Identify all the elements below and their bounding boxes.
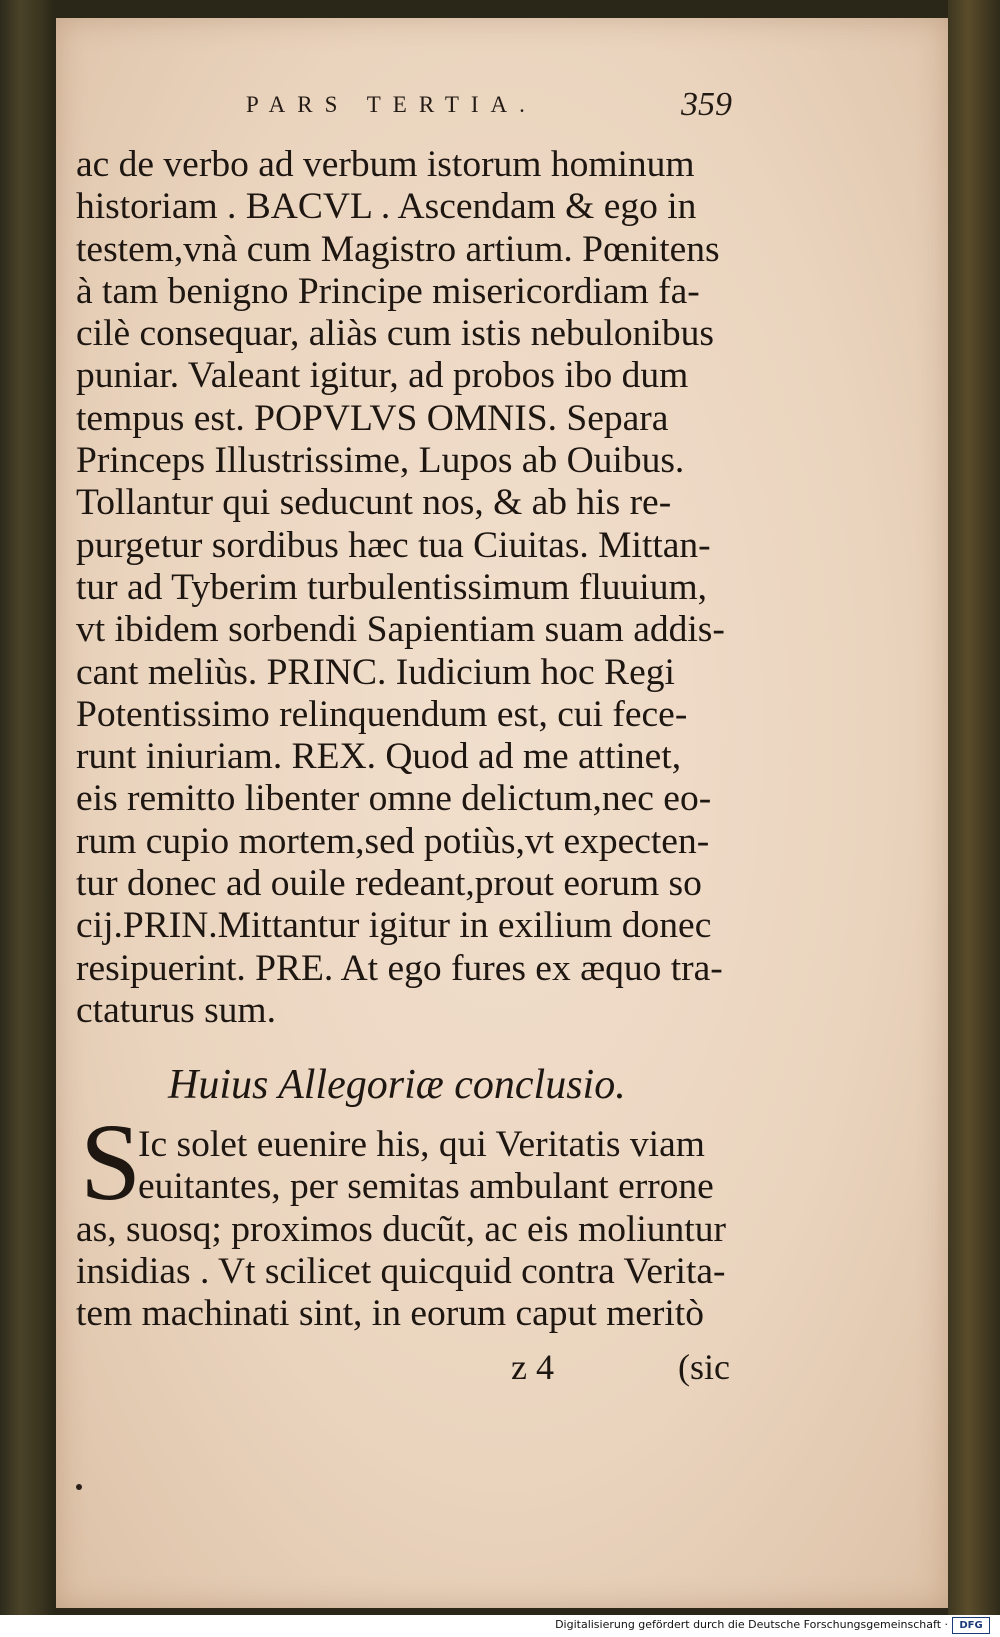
paragraph-text [76,1124,766,1335]
footer-bar [0,1615,1000,1637]
text-line: runt iniuriam. REX. Quod ad me attinet, [76,736,682,778]
page-header [56,86,948,126]
text-line: purgetur sordibus hæc tua Ciuitas. Mittan- [76,524,711,566]
text-line: historiam . BACVL . Ascendam & ego in [76,186,697,228]
text-line: as, suosq; proximos ducũt, ac eis moliuntur [76,1208,726,1250]
text-line: tem machinati sint, in eorum caput meritò [76,1293,704,1335]
text-line: puniar. Valeant igitur, ad probos ibo dum [76,355,689,397]
signature-mark: z 4 [511,1347,554,1387]
drop-cap: S [80,1101,142,1223]
text-line: à tam benigno Principe misericordiam fa- [76,270,700,312]
funding-credit: Digitalisierung gefördert durch die Deutsche Forschungsgemeinschaft · [555,1618,948,1631]
text-line: testem,vnà cum Magistro artium. Pœnitens [76,228,720,270]
text-line: cilè consequar, aliàs cum istis nebulonibus [76,313,714,355]
book-page [56,18,948,1608]
text-line: Princeps Illustrissime, Lupos ab Ouibus. [76,440,685,482]
catchword: (sic [678,1347,730,1387]
text-line: Ic solet euenire his, qui Veritatis viam [138,1124,705,1165]
text-line: eis remitto libenter omne delictum,nec eo- [76,778,712,820]
text-line: insidias . Vt scilicet quicquid contra Verita- [76,1250,726,1292]
text-line: tempus est. POPVLVS OMNIS. Separa [76,397,669,439]
text-line: rum cupio mortem,sed potiùs,vt expecten- [76,820,710,862]
text-line: tur donec ad ouile redeant,prout eorum so [76,863,702,905]
body-text [76,144,756,1032]
section-heading: Huius Allegoriæ conclusio. [168,1062,626,1108]
text-line: ctaturus sum. [76,989,276,1031]
ink-dot [76,1484,82,1490]
text-line: vt ibidem sorbendi Sapientiam suam addis- [76,609,725,651]
dfg-logo: DFG [952,1617,990,1634]
catchword-row [56,1346,948,1386]
running-head: PARS TERTIA. [246,92,537,117]
text-line: tur ad Tyberim turbulentissimum fluuium, [76,566,707,608]
text-line: cij.PRIN.Mittantur igitur in exilium donec [76,905,712,947]
text-line: ac de verbo ad verbum istorum hominum [76,144,695,185]
text-line: resipuerint. PRE. At ego fures ex æquo tra- [76,947,723,989]
text-line: euitantes, per semitas ambulant errone [138,1166,714,1208]
page-number: 359 [681,86,732,123]
text-line: Potentissimo relinquendum est, cui fece- [76,693,688,735]
scan-background-right [948,0,1000,1615]
text-line: cant meliùs. PRINC. Iudicium hoc Regi [76,651,675,693]
text-line: Tollantur qui seducunt nos, & ab his re- [76,482,672,524]
